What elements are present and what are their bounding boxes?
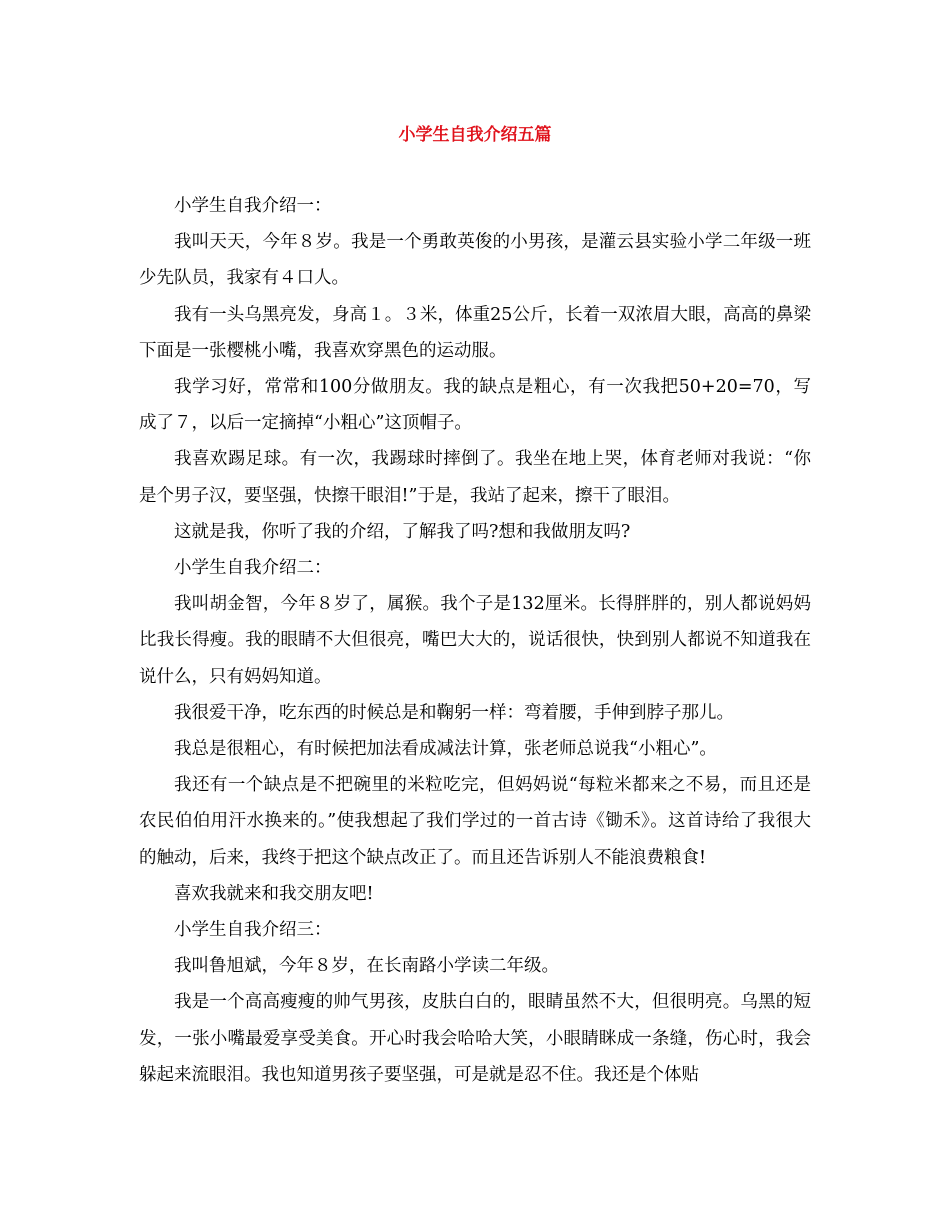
paragraph: 我喜欢踢足球。有一次，我踢球时摔倒了。我坐在地上哭，体育老师对我说：“你是个男子汉，要坚强，快擦干眼泪!”于是，我站了起来，擦干了眼泪。 [139,449,811,506]
paragraph: 我是一个高高瘦瘦的帅气男孩，皮肤白白的，眼睛虽然不大，但很明亮。乌黑的短发，一张小嘴最爱享受美食。开心时我会哈哈大笑，小眼睛眯成一条缝，伤心时，我会躲起来流眼泪。我也知道男孩子要坚强，可是就是忍不住。我还是个体贴 [139,992,811,1085]
paragraph: 我学习好，常常和100分做朋友。我的缺点是粗心，有一次我把50+20=70，写成了７，以后一定摘掉“小粗心”这顶帽子。 [139,377,811,434]
paragraph: 我很爱干净，吃东西的时候总是和鞠躬一样：弯着腰，手伸到脖子那儿。 [174,702,734,723]
document-title: 小学生自我介绍五篇 [398,125,552,145]
paragraph: 小学生自我介绍一： [174,196,332,216]
paragraph: 我总是很粗心，有时候把加法看成减法计算，张老师总说我“小粗心”。 [174,739,717,760]
document-body [139,188,811,1093]
paragraph: 我叫天天，今年８岁。我是一个勇敢英俊的小男孩，是灌云县实验小学二年级一班少先队员，我家有４口人。 [139,232,811,289]
paragraph: 我叫鲁旭斌，今年８岁，在长南路小学读二年级。 [174,956,559,977]
paragraph: 小学生自我介绍二： [174,558,332,579]
paragraph: 喜欢我就来和我交朋友吧! [174,883,374,904]
paragraph: 这就是我，你听了我的介绍，了解我了吗?想和我做朋友吗? [174,521,631,542]
paragraph: 小学生自我介绍三： [174,920,332,941]
paragraph: 我还有一个缺点是不把碗里的米粒吃完，但妈妈说“每粒米都来之不易，而且还是农民伯伯用汗水换来的。”使我想起了我们学过的一首古诗《锄禾》。这首诗给了我很大的触动，后来，我终于把这个缺点改正了。而且还告诉别人不能浪费粮食! [139,775,811,868]
paragraph: 我叫胡金智，今年８岁了，属猴。我个子是132厘米。长得胖胖的，别人都说妈妈比我长得瘦。我的眼睛不大但很亮，嘴巴大大的，说话很快，快到别人都说不知道我在说什么，只有妈妈知道。 [139,594,811,687]
document-page [139,118,811,1093]
paragraph: 我有一头乌黑亮发，身高１。３米，体重25公斤，长着一双浓眉大眼，高高的鼻梁下面是一张樱桃小嘴，我喜欢穿黑色的运动服。 [139,304,811,361]
